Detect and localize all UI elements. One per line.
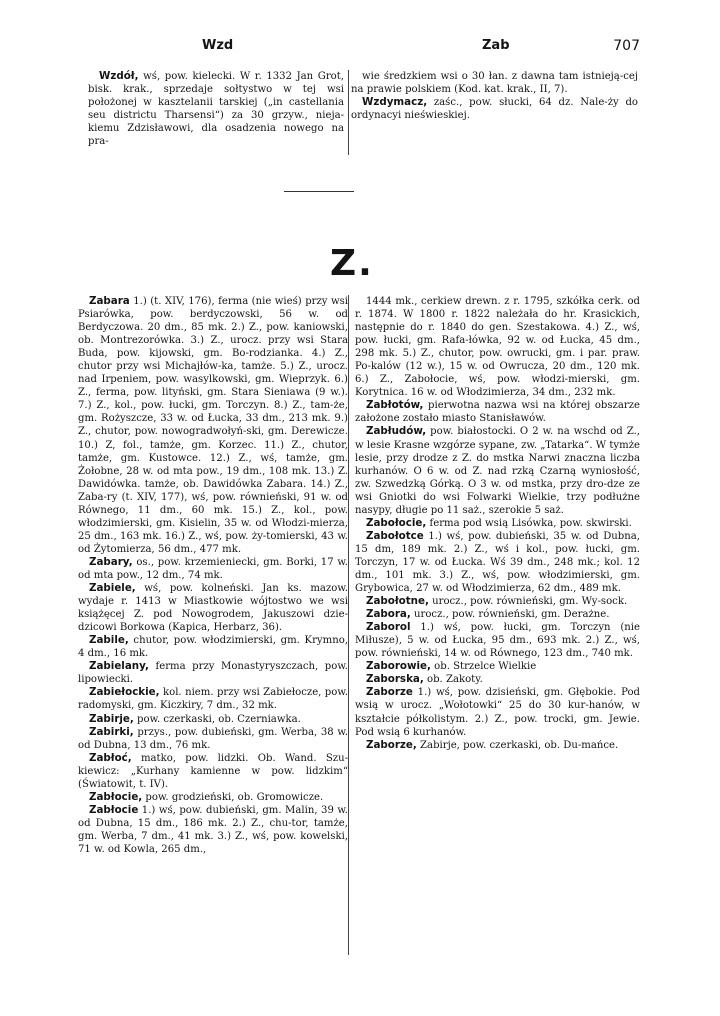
entry-headword: Wzdół, [99,70,139,82]
entry-body: 1.) (t. XIV, 176), ferma (nie wieś) przy wsi Psiarówka, pow. berdyczowski, 56 w. od Berdyczowa. 20 dm., 85 mk. 2.) Z., pow. kaniowski, ob. Montrezorówka. 3.) Z., urocz. przy wsi Stara Buda, pow. kijowski, gm. Bo-rodzianka. 4.) Z., chutor przy wsi Michajłów-ka, tamże. 5.) Z., urocz. nad Irpeniem, pow. wasylkowski, gm. Wieprzyk. 6.) Z., ferma, pow. lityński, gm. Stara Sieniawa (9 w.). 7.) Z., kol., pow. łucki, gm. Torczyn. 8.) Z., tam-że, gm. Rożyszcze, 33 w. od Łucka, 33 dm., 213 mk. 9.) Z., chutor, pow. nowogradwołyń-ski, gm. Derewicze. 10.) Z, fol., tamże, gm. Korzec. 11.) Z., chutor, tamże, gm. Kustowce. 12.) Z., wś, tamże, gm. Żołobne, 28 w. od mta pow., 19 dm., 108 mk. 13.) Z. Dawidówka. tamże, ob. Dawidówka Zabara. 14.) Z., Zaba-ry (t. XIV, 177), wś, pow. równieński, 91 w. od Równego, 11 dm., 60 mk. 15.) Z., kol., pow. włodzimierski, gm. Kisielin, 35 w. od Włodzi-mierza, 25 dm., 163 mk. 16.) Z., wś, pow. ży-tomierski, 43 w. od Żytomierza, 56 dm., 477 mk. [78,296,348,555]
entry-body: urocz., pow. równieński, gm. Derażne. [410,609,610,621]
top-right-column [351,70,638,122]
entry-body: pow. białostocki. O 2 w. na wschd od Z., w lesie Krasne wzgórze sypane, zw. „Tatarka“. W tymże lesie, przy drodze z Z. do mstka Narwi znaczna liczba kurhanów. O 6 w. od Z. nad rzką Czarną wyniosłość, zw. Szwedzką Górką. O 3 w. od mstka, przy dro-dze ze wsi Gniotki do wsi Folwarki Wielkie, trzy podłużne nasypy, długie po 11 saż., szerokie 5 saż. [355,426,640,516]
dictionary-entry [78,295,348,556]
entry-headword: Zaborska, [366,673,424,686]
entry-body: wś, pow. kolneński. Jan ks. mazow. wydaje r. 1413 w Miastkowie wójtostwo we wsi książęcej Z. pod Nowogrodem, Jakuszowi dzie-dzicowi Borkowa (Kapica, Herbarz, 36). [78,583,348,634]
entry-body: chutor, pow. włodzimierski, gm. Krymno, 4 dm., 16 mk. [78,635,348,660]
entry-body: wie średzkiem wsi o 30 łan. z dawna tam istnieją-cej na prawie polskiem (Kod. kat. krak., II, 7). [351,71,638,96]
dictionary-entry [351,96,638,122]
entry-headword: Zabary, [89,555,133,568]
entry-headword: Zaborze, [366,738,417,751]
dictionary-entry [355,608,640,621]
main-left-column [78,295,348,856]
dictionary-entry [355,517,640,530]
entry-body: pow. czerkaski, ob. Czerniawka. [133,713,301,725]
entry-body: pow. grodzieński, ob. Gromowicze. [142,791,324,803]
entry-body: ob. Strzelce Wielkie [430,661,537,673]
dictionary-entry [355,530,640,595]
section-divider [284,191,354,192]
entry-body: pierwotna nazwa wsi na której obszarze założone zostało miasto Stanisławów. [355,400,640,425]
entry-headword: Zabołocie, [366,516,427,529]
column-rule-top [348,70,349,155]
entry-headword: Zabora, [366,608,411,621]
dictionary-entry [78,660,348,686]
entry-body: 1444 mk., cerkiew drewn. z r. 1795, szkółka cerk. od r. 1874. W 1800 r. 1822 należała do hr. Krasickich, następnie do r. 1840 do gen. Szestakowa. 4.) Z., wś, pow. łucki, gm. Rafa-łówka, 92 w. od Łucka, 45 dm., 298 mk. 5.) Z., chutor, pow. owrucki, gm. i par. praw. Po-kalów (12 w.), 15 w. od Owrucza, 20 dm., 120 mk. 6.) Z., Zabołocie, wś, pow. włodzi-mierski, gm. Korytnica. 16 w. od Włodzimierza, 34 dm., 232 mk. [355,296,640,399]
dictionary-entry [355,673,640,686]
entry-headword: Zabile, [89,634,129,647]
dictionary-entry [78,582,348,634]
column-rule-main [348,295,349,955]
entry-body: 1.) wś, pow. dzisieński, gm. Głębokie. Pod wsią w urocz. „Wołotowki“ 25 do 30 kur-hanów, w kształcie półkolistym. 2.) Z., pow. trocki, gm. Jewie. Pod wsią 6 kurhanów. [355,687,640,738]
entry-headword: Zabielany, [89,660,149,673]
dictionary-entry [351,70,638,96]
entry-body: wś, pow. kielecki. W r. 1332 Jan Grot, bisk. krak., sprzedaje sołtystwo w tej wsi położonej w kasztelanii tarskiej („in castellania seu districtu Tharsensi“) za 30 grzyw., nieja-kiemu Zdzisławowi, dla osadzenia nowego na pra- [88,71,344,148]
dictionary-entry [355,621,640,660]
entry-body: ferma przy Monastyryszczach, pow. lipowiecki. [78,661,348,686]
running-header [80,38,640,60]
entry-headword: Zabłocie, [89,790,143,803]
dictionary-entry [355,399,640,425]
entry-headword: Zabirje, [89,712,134,725]
entry-body: kol. niem. przy wsi Zabiełocze, pow. radomyski, gm. Kiczkiry, 7 dm., 32 mk. [78,687,348,712]
section-letter-heading: Z. [330,243,374,284]
entry-headword: Zabołotce [366,529,424,542]
entry-headword: Zabiele, [89,582,136,595]
page-number: 707 [613,38,640,54]
entry-headword: Zabara [89,295,130,307]
dictionary-entry [355,425,640,516]
entry-body: Zabirje, pow. czerkaski, ob. Du-mańce. [416,739,619,751]
entry-body: urocz., pow. równieński, gm. Wy-sock. [428,596,628,608]
entry-headword: Zabiełockie, [89,686,160,699]
dictionary-entry [78,634,348,660]
dictionary-entry [355,660,640,673]
entry-headword: Zabłocie [89,803,139,816]
entry-body: os., pow. krzemieniecki, gm. Borki, 17 w. od mta pow., 12 dm., 74 mk. [78,556,348,581]
dictionary-entry [88,70,344,148]
entry-headword: Zaborze [366,686,413,699]
entry-body: 1.) wś, pow. dubieński, gm. Malin, 39 w. od Dubna, 15 dm., 186 mk. 2.) Z., chu-tor, tamże, gm. Werba, 7 dm., 41 mk. 3.) Z., wś, pow. kowelski, 71 w. od Kowla, 265 dm., [78,804,348,855]
dictionary-entry [355,295,640,399]
entry-headword: Zaborol [366,621,411,634]
entry-body: ferma pod wsią Lisówka, pow. skwirski. [426,517,632,529]
dictionary-entry [78,726,348,752]
entry-headword: Zabołotne, [366,595,429,608]
entry-headword: Zabirki, [89,725,134,738]
entry-body: ob. Zakoty. [423,674,483,686]
dictionary-entry [78,791,348,804]
entry-body: zaśc., pow. słucki, 64 dz. Nale-ży do ordynacyi nieświeskiej. [351,97,638,122]
entry-headword: Wzdymacz, [362,96,428,109]
entry-body: matko, pow. lidzki. Ob. Wand. Szu-kiewicz: „Kurhany kamienne w pow. lidzkim“ (Światowit, t. IV). [78,752,348,790]
main-right-column [355,295,640,752]
entry-body: przys., pow. dubieński, gm. Werba, 38 w. od Dubna, 13 dm., 76 mk. [78,726,348,751]
dictionary-entry [78,556,348,582]
header-left-word: Wzd [202,38,234,53]
dictionary-entry [78,686,348,712]
dictionary-entry [78,804,348,856]
top-left-column [88,70,344,148]
entry-headword: Zabłotów, [366,399,424,412]
dictionary-entry [355,739,640,752]
entry-body: 1.) wś, pow. dubieński, 35 w. od Dubna, 15 dm, 189 mk. 2.) Z., wś i kol., pow. łucki, gm. Torczyn, 17 w. od Łucka. Wś 39 dm., 248 mk.; kol. 12 dm., 101 mk. 3.) Z., wś, pow. włodzimierski, gm. Grybowica, 27 w. od Włodzimierza, 62 dm., 489 mk. [355,530,640,595]
dictionary-entry [355,686,640,738]
dictionary-entry [355,595,640,608]
header-center-word: Zab [482,38,510,53]
entry-headword: Zabłoć, [89,751,132,764]
entry-headword: Zabłudów, [366,425,427,438]
dictionary-entry [78,713,348,726]
entry-headword: Zaborowie, [366,660,431,673]
dictionary-entry [78,752,348,791]
entry-body: 1.) wś, pow. łucki, gm. Torczyn (nie Miłusze), 5 w. od Łucka, 95 dm., 693 mk. 2.) Z., wś, pow. równieński, 14 w. od Równego, 123 dm., 740 mk. [355,622,640,660]
